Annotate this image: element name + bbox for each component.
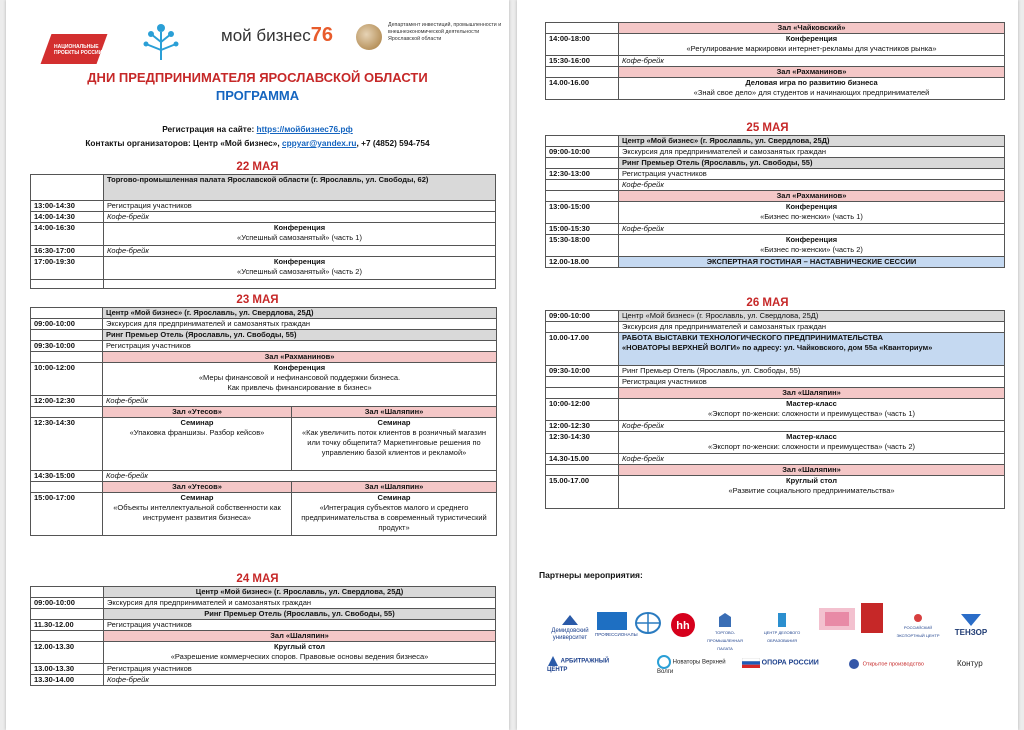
moy-biznes-logo: мой бизнес76 <box>221 24 333 46</box>
partner-arbitrazh-logo: АРБИТРАЖНЫЙ ЦЕНТР <box>547 655 627 674</box>
partner-tpp-logo: ТОРГОВО-ПРОМЫШЛЕННАЯ ПАЛАТА <box>700 612 750 653</box>
partner-pink-logo <box>817 608 857 631</box>
partner-tenzor-logo: ТЕНЗОР <box>949 612 993 638</box>
day-heading-26: 26 МАЯ <box>746 297 789 309</box>
partner-hh-logo <box>669 612 697 639</box>
partners-title: Партнеры мероприятия: <box>539 570 643 580</box>
day-heading-23: 23 МАЯ <box>236 294 279 306</box>
page-left <box>6 0 509 730</box>
tree-logo <box>141 20 181 64</box>
partner-demidov-logo: Демидовский университет <box>545 613 595 642</box>
schedule-22-may: Торгово-промышленная палата Ярославской области (г. Ярославль, ул. Свободы, 62) 13:00-14:30 Регистрация участников 14:00-14:30 Кофе-брейк 14:00-16:30 Конференция «Успешный самозанятый» (часть 1) 16:30-17:00 Кофе-брейк 17:00-19:30 Конференция «Успешный самозанятый» (часть 2) <box>30 174 496 289</box>
schedule-24-may-part1: Центр «Мой бизнес» (г. Ярославль, ул. Свердлова, 25Д) 09:00-10:00 Экскурсия для предпринимателей и самозанятых граждан Ринг Премьер Отель (Ярославль, ул. Свободы, 55) 11.30-12.00 Регистрация участников Зал «Шаляпин» 12.00-13.30 Круглый стол «Разрешение коммерческих споров. Правовые основы ведения бизнеса» 13.00-13.30 Регистрация участников 13.30-14.00 Кофе-брейк <box>30 586 496 686</box>
partner-opora-logo: ОПОРА РОССИИ <box>742 658 822 668</box>
schedule-26-may: 09:00-10:00 Центр «Мой бизнес» (г. Ярославль, ул. Свердлова, 25Д) Экскурсия для предпринимателей и самозанятых граждан 10.00-17.00 РАБОТА ВЫСТАВКИ ТЕХНОЛОГИЧЕСКОГО ПРЕДПРИНИМАТЕЛЬСТВА «НОВАТОРЫ ВЕРХНЕЙ ВОЛГИ» по адресу: ул. Чайковского, дом 55а «Кванториум» 09:30-10:00 Ринг Премьер Отель (Ярославль, ул. Свободы, 55) Регистрация участников Зал «Шаляпин» 10:00-12:00 Мастер-класс «Экспорт по-женски: сложности и преимущества» (часть 1) 12:00-12:30 Кофе-брейк 12:30-14:30 Мастер-класс «Экспорт по-женски: сложности и преимущества» (часть 2) 14.30-15.00 Кофе-брейк Зал «Шаляпин» 15.00-17.00 Круглый стол «Развитие социального предпринимательства» <box>545 310 1005 509</box>
partner-novatory-logo: Новаторы Верхней Волги <box>657 655 737 676</box>
partner-red-logo <box>859 603 885 634</box>
registration-block: Регистрация на сайте: https://мойбизнес76.рф Контакты организаторов: Центр «Мой бизнес», cppyar@yandex.ru, +7 (4852) 594-754 <box>85 124 430 148</box>
partner-kontur-logo: Контур <box>957 659 983 668</box>
day-heading-25: 25 МАЯ <box>746 122 789 134</box>
page-subtitle: ПРОГРАММА <box>215 88 300 103</box>
partner-profi-logo: ПРОФЕССИОНАЛЫ <box>595 612 629 639</box>
page-title: ДНИ ПРЕДПРИНИМАТЕЛЯ ЯРОСЛАВСКОЙ ОБЛАСТИ <box>87 70 428 85</box>
day-heading-24: 24 МАЯ <box>236 573 279 585</box>
partner-cdo-logo: ЦЕНТР ДЕЛОВОГО ОБРАЗОВАНИЯ <box>757 612 807 645</box>
national-projects-logo: НАЦИОНАЛЬНЫЕ ПРОЕКТЫ РОССИИ <box>36 22 106 66</box>
registration-link[interactable]: https://мойбизнес76.рф <box>256 124 353 134</box>
partner-globe-logo <box>633 612 663 635</box>
partner-rec-logo: РОССИЙСКИЙ ЭКСПОРТНЫЙ ЦЕНТР <box>893 613 943 640</box>
schedule-25-may: Центр «Мой бизнес» (г. Ярославль, ул. Свердлова, 25Д) 09:00-10:00 Экскурсия для предпринимателей и самозанятых граждан Ринг Премьер Отель (Ярославль, ул. Свободы, 55) 12:30-13:00 Регистрация участников Кофе-брейк Зал «Рахманинов» 13:00-15:00 Конференция «Бизнес по-женски» (часть 1) 15:00-15:30 Кофе-брейк 15:30-18:00 Конференция «Бизнес по-женски» (часть 2) 12.00-18.00 ЭКСПЕРТНАЯ ГОСТИНАЯ – НАСТАВНИЧЕСКИЕ СЕССИИ <box>545 135 1005 268</box>
day-heading-22: 22 МАЯ <box>236 161 279 173</box>
header-logos: НАЦИОНАЛЬНЫЕ ПРОЕКТЫ РОССИИ мой бизнес76 Департамент инвестиций, промышленности и внешнеэкономической деятельности Ярославской области <box>36 20 496 70</box>
svg-text:hh: hh <box>676 620 690 632</box>
schedule-24-may-part2: Зал «Чайковский» 14:00-18:00 Конференция «Регулирование маркировки интернет-рекламы для участников рынка» 15:30-16:00 Кофе-брейк Зал «Рахманинов» 14.00-16.00 Деловая игра по развитию бизнеса «Знай свое дело» для студентов и начинающих предпринимателей <box>545 22 1005 100</box>
page-right <box>517 0 1018 730</box>
partner-open-production-logo: Открытое производство <box>847 658 947 670</box>
contact-email-link[interactable]: cppyar@yandex.ru <box>282 138 357 148</box>
schedule-23-may: Центр «Мой бизнес» (г. Ярославль, ул. Свердлова, 25Д) 09:00-10:00 Экскурсия для предпринимателей и самозанятых граждан Ринг Премьер Отель (Ярославль, ул. Свободы, 55) 09:30-10:00 Регистрация участников Зал «Рахманинов» 10:00-12:00 Конференция «Меры финансовой и нефинансовой поддержки бизнеса. Как привлечь финансирование в бизнес» 12:00-12:30 Кофе-брейк Зал «Утесов» Зал «Шаляпин» 12:30-14:30 Семинар «Упаковка франшизы. Разбор кейсов» Семинар «Как увеличить поток клиентов в розничный магазин или точку общепита? Маркетинговые решения по управлению базой клиентов и рекламой» 14:30-15:00 Кофе-брейк Зал «Утесов» Зал «Шаляпин» 15:00-17:00 Семинар «Объекты интеллектуальной собственности как инструмент развития бизнеса» Семинар «Интеграция субъектов малого и среднего предпринимательства в современный туристический продукт» <box>30 307 497 536</box>
